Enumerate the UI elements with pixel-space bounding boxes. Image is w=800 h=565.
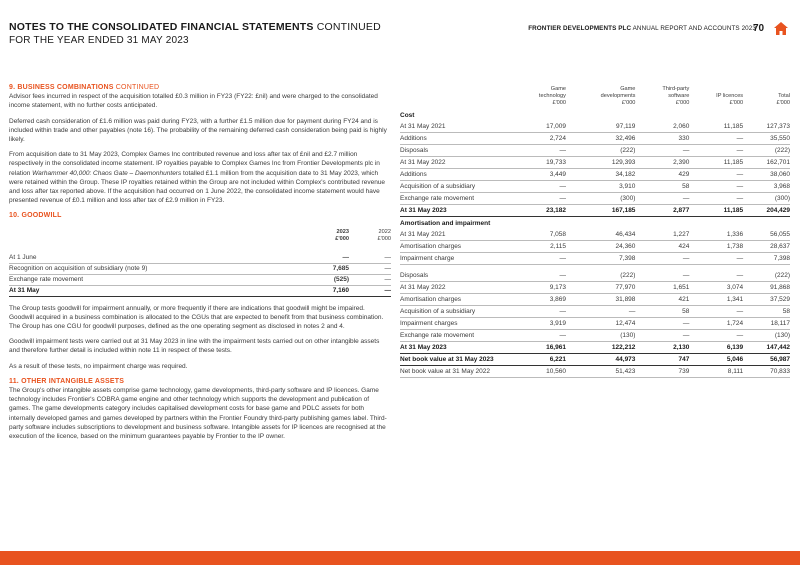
cell-value: — [512,270,566,282]
cell-value: 70,833 [743,366,790,378]
cell-value: 91,868 [743,282,790,294]
cell-value: 429 [635,169,689,181]
cell-value [635,217,689,230]
row-label: Impairment charges [400,318,512,330]
cell-value: — [635,270,689,282]
table-row: Exchange rate movement (525) — [9,274,391,285]
section-10-paragraph-2: Goodwill impairment tests were carried out at 31 May 2023 in line with the impairment tests carried out on other intangible assets and therefore further detail is included within note 11 in respect of these tests. [9,338,380,355]
section-9-heading [9,83,391,92]
cell-value: 6,139 [689,342,743,354]
table-row [400,294,790,306]
row-label: Acquisition of a subsidiary [400,181,512,193]
cell-value: 9,173 [512,282,566,294]
cell-value: 1,341 [689,294,743,306]
cell-value: 1,738 [689,241,743,253]
section-9-paragraph-3: From acquisition date to 31 May 2023, Complex Games Inc contributed revenue and loss after tax of £nil and £2.7 million respectively in the consolidated income statement. IP royalties payable to Complex Games Inc from Frontier Developments plc in relation Warhammer 40,000: Chaos Gate – Daemonhunters totalled £1.1 million from the acquisition date to 31 May 2023, which were retained within the Group. These IP royalties retained within the Group are not included within Complex's contributed revenue and loss after tax reported above. If the acquisition had occurred on 1 June 2022, the consolidated income statement would have presented revenue of £0.1 million and loss after tax of £2.9 million in FY23. [9,151,386,205]
cell-value: 24,360 [566,241,635,253]
table-row-total [400,342,790,354]
row-label: Net book value at 31 May 2023 [400,354,512,366]
cell-value: 11,185 [689,121,743,133]
cell-value: 122,212 [566,342,635,354]
cell-value: — [512,145,566,157]
cell-value: (130) [743,330,790,342]
cell-value: 51,423 [566,366,635,378]
cell-value [512,217,566,230]
cell-value: 58 [743,306,790,318]
cell-value: 5,046 [689,354,743,366]
cell-value: 7,058 [512,229,566,241]
table-row [400,181,790,193]
cell-value: 167,185 [566,205,635,217]
cell-value: 58 [635,306,689,318]
cell-value: 2,060 [635,121,689,133]
page-subtitle: FOR THE YEAR ENDED 31 MAY 2023 [9,35,189,46]
home-icon[interactable] [774,22,788,35]
table-row [400,253,790,265]
table-row [400,330,790,342]
section-row [400,109,790,121]
cell-value: 28,637 [743,241,790,253]
cell-value [512,109,566,121]
cell-value: 3,869 [512,294,566,306]
title-continued: CONTINUED [316,21,381,33]
cell-value: 6,221 [512,354,566,366]
cell-value [566,109,635,121]
footer-accent-bar [0,551,800,565]
cell-value: 34,182 [566,169,635,181]
cell-value: 3,919 [512,318,566,330]
cell-value: 7,398 [566,253,635,265]
column-header: Game technology £'000 [538,86,566,106]
cell-value: 747 [635,354,689,366]
cell-value: 330 [635,133,689,145]
row-label: Cost [400,111,415,119]
cell-value [635,109,689,121]
table-row [400,157,790,169]
cell-value: 10,560 [512,366,566,378]
cell-value: 32,496 [566,133,635,145]
cell-value [743,109,790,121]
cell-value: 3,968 [743,181,790,193]
row-label: At 31 May 2022 [400,157,512,169]
cell-value: — [689,169,743,181]
cell-value: — [512,330,566,342]
cell-value: 46,434 [566,229,635,241]
cell-value: 421 [635,294,689,306]
cell-value: 3,449 [512,169,566,181]
cell-value: 44,973 [566,354,635,366]
row-label: Amortisation charges [400,241,512,253]
cell-value: 129,393 [566,157,635,169]
cell-value: — [689,330,743,342]
cell-value: — [566,306,635,318]
row-label: Amortisation charges [400,294,512,306]
cell-value: 2,115 [512,241,566,253]
row-label: Net book value at 31 May 2022 [400,366,512,378]
cell-value: 31,898 [566,294,635,306]
cell-value: — [689,181,743,193]
cell-value: 2,877 [635,205,689,217]
cell-value: — [512,253,566,265]
cell-value: 17,009 [512,121,566,133]
cell-value: 8,111 [689,366,743,378]
cell-value: 2,724 [512,133,566,145]
cell-value: — [512,181,566,193]
cell-value: — [689,145,743,157]
section-10-heading: 10. GOODWILL [9,212,62,220]
cell-value: — [689,253,743,265]
section-11-heading: 11. OTHER INTANGIBLE ASSETS [9,377,125,385]
cell-value: — [689,133,743,145]
report-name: ANNUAL REPORT AND ACCOUNTS 2023 [632,25,756,32]
row-label: At 31 May 2022 [400,282,512,294]
section-10-paragraph-1: The Group tests goodwill for impairment annually, or more frequently if there are indications that goodwill might be impaired. Goodwill acquired in a business combination is allocated to the CGUs that are expected to benefit from that business combination. The Group has one CGU for goodwill purposes, defined as the one operating segment as disclosed in notes 2 and 4. [9,304,384,331]
title-main: NOTES TO THE CONSOLIDATED FINANCIAL STATEMENTS [9,21,314,33]
goodwill-table [9,229,391,297]
page-title [9,21,381,33]
row-label: At 31 May 2021 [400,121,512,133]
row-label: Additions [400,169,512,181]
table-row: At 1 June — — [9,253,391,264]
cell-value: 739 [635,366,689,378]
row-label: Exchange rate movement [400,330,512,342]
goodwill-header [9,229,391,247]
intangible-assets-header [400,86,790,109]
row-label: At 31 May 2021 [400,229,512,241]
column-header: IP licences £'000 [716,92,744,106]
section-11-paragraph-1: The Group's other intangible assets comprise game technology, game developments, third-party software and IP licences. Game technology includes Frontier's COBRA game engine and other technology which supports the development and publication of games. The game developments category includes capitalised development costs for base game and PDLC assets for both internally developed games and games developed by partners within the Frontier Foundry third-party publishing games label. Third-party software includes subscriptions to development and business software. Intangible assets for IP licences are recognised at the execution of the licence, based on the minimum guarantees payable by Frontier to the IP owner. [9,387,387,441]
cell-value: 16,961 [512,342,566,354]
cell-value: — [512,306,566,318]
cell-value: (300) [743,193,790,205]
section-row [400,217,790,230]
cell-value [689,109,743,121]
table-row: Recognition on acquisition of subsidiary (note 9) 7,685 — [9,263,391,274]
cell-value: 35,550 [743,133,790,145]
page-header [9,21,381,46]
cell-value: 127,373 [743,121,790,133]
cell-value: — [635,145,689,157]
cell-value: 18,117 [743,318,790,330]
section-9-continued: CONTINUED [115,84,160,91]
row-label: Impairment charge [400,253,512,265]
cell-value: 12,474 [566,318,635,330]
intangible-assets-panel [400,86,790,378]
cell-value: — [635,330,689,342]
column-header: Total £'000 [776,92,790,106]
cell-value: 77,970 [566,282,635,294]
table-row [400,169,790,181]
section-9-paragraph-2: Deferred cash consideration of £1.6 million was paid during FY23, with a further £1.5 million due for payment during FY24 and is included within trade and other payables (note 16). The probability of the remaining deferred cash consideration being paid is highly likely. [9,117,387,144]
section-10-paragraph-3: As a result of these tests, no impairment charge was required. [9,362,188,370]
section-9-paragraph-1: Advisor fees incurred in respect of the acquisition totalled £0.3 million in FY23 (FY22: £nil) and were charged to the consolidated income statement, with no further costs anticipated. [9,93,378,110]
row-label: Disposals [400,145,512,157]
column-header: Third-party software £'000 [662,86,690,106]
cell-value [566,217,635,230]
cell-value: 11,185 [689,157,743,169]
report-label [528,25,756,32]
cell-value: 162,701 [743,157,790,169]
cell-value: 37,529 [743,294,790,306]
section-9-title: 9. BUSINESS COMBINATIONS [9,84,114,91]
cell-value: 2,130 [635,342,689,354]
table-row-total [400,354,790,366]
goodwill-col-2023: 2023 £'000 [335,228,349,242]
table-row-total: At 31 May 7,160 — [9,285,391,296]
cell-value: 56,055 [743,229,790,241]
cell-value: 424 [635,241,689,253]
cell-value: 1,227 [635,229,689,241]
cell-value: 1,336 [689,229,743,241]
cell-value: 1,724 [689,318,743,330]
row-label: Amortisation and impairment [400,219,491,227]
cell-value: 147,442 [743,342,790,354]
cell-value: (222) [743,270,790,282]
cell-value: 19,733 [512,157,566,169]
column-header: Game developments £'000 [600,86,636,106]
table-row [400,121,790,133]
table-row [400,366,790,378]
cell-value: (222) [566,270,635,282]
cell-value: 204,429 [743,205,790,217]
intangible-assets-table [400,86,790,378]
row-label: Additions [400,133,512,145]
cell-value: — [635,253,689,265]
goodwill-col-2022: 2022 £'000 [377,228,391,242]
table-row [400,229,790,241]
cell-value: — [689,306,743,318]
table-row [400,241,790,253]
cell-value [743,217,790,230]
cell-value: — [512,193,566,205]
cell-value: 56,987 [743,354,790,366]
cell-value [689,217,743,230]
table-row [400,270,790,282]
table-row [400,145,790,157]
cell-value: 2,390 [635,157,689,169]
company-name: FRONTIER DEVELOPMENTS PLC [528,25,632,32]
cell-value: — [635,318,689,330]
table-row [400,282,790,294]
row-label: At 31 May 2023 [400,342,512,354]
cell-value: — [689,270,743,282]
row-label: At 31 May 2023 [400,205,512,217]
cell-value: (222) [566,145,635,157]
row-label: Acquisition of a subsidiary [400,306,512,318]
cell-value: 1,651 [635,282,689,294]
page-number: 70 [753,23,765,34]
cell-value: 3,074 [689,282,743,294]
table-row [400,193,790,205]
cell-value: 11,185 [689,205,743,217]
cell-value: 38,060 [743,169,790,181]
cell-value: 58 [635,181,689,193]
cell-value: 97,119 [566,121,635,133]
cell-value: (222) [743,145,790,157]
table-row [400,318,790,330]
table-row [400,306,790,318]
cell-value: — [689,193,743,205]
left-column [9,83,391,447]
row-label: Exchange rate movement [400,193,512,205]
cell-value: 23,182 [512,205,566,217]
row-label: Disposals [400,270,512,282]
cell-value: (130) [566,330,635,342]
cell-value: 3,910 [566,181,635,193]
cell-value: (300) [566,193,635,205]
table-row [400,133,790,145]
cell-value: 7,398 [743,253,790,265]
cell-value: — [635,193,689,205]
table-row-total [400,205,790,217]
